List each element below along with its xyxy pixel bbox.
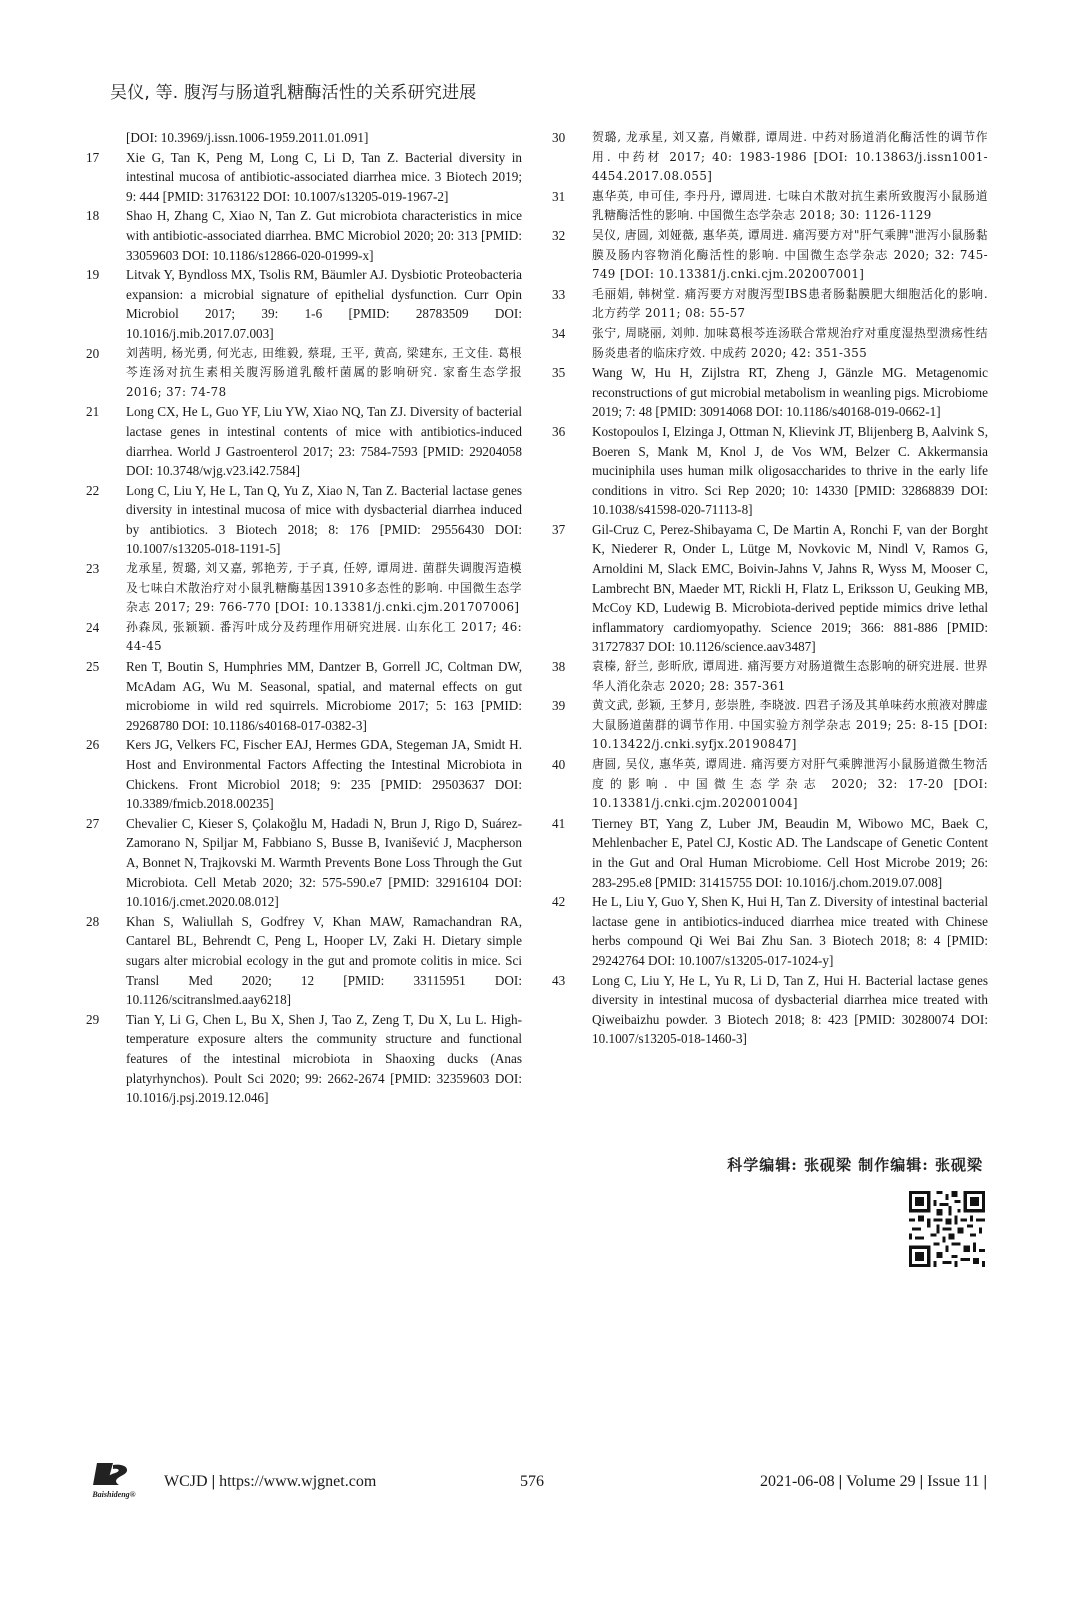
journal-url[interactable]: https://www.wjgnet.com	[219, 1473, 377, 1490]
reference-item	[548, 187, 988, 226]
reference-text: 张宁, 周晓丽, 刘帅. 加味葛根芩连汤联合常规治疗对重度湿热型溃疡性结肠炎患者的临床疗效. 中成药 2020; 42: 351-355	[592, 325, 988, 360]
page-number: 576	[520, 1473, 544, 1490]
reference-number: 29	[86, 1011, 100, 1027]
reference-text: Litvak Y, Byndloss MX, Tsolis RM, Bäumler AJ. Dysbiotic Proteobacteria expansion: a microbial signature of epithelial dysfunction. Curr Opin Microbiol 2017; 39: 1-6 [PMID: 28783509 DOI: 10.1016/j.mib.2017.07.003]	[126, 267, 522, 341]
reference-item	[82, 559, 522, 618]
reference-item	[82, 128, 522, 148]
reference-number: 32	[552, 227, 566, 243]
reference-item	[548, 892, 988, 970]
journal-abbrev: WCJD	[164, 1473, 208, 1490]
reference-item	[82, 265, 522, 343]
reference-item	[82, 1010, 522, 1108]
reference-item	[82, 344, 522, 403]
reference-text: 孙森凤, 张颖颖. 番泻叶成分及药理作用研究进展. 山东化工 2017; 46: 44-45	[126, 619, 522, 654]
issue: Issue 11	[927, 1473, 980, 1490]
reference-number: 41	[552, 815, 566, 831]
reference-number: 31	[552, 188, 566, 204]
reference-text: Xie G, Tan K, Peng M, Long C, Li D, Tan Z. Bacterial diversity in intestinal mucosa of antibiotic-associated diarrhea mice. 3 Biotech 2019; 9: 444 [PMID: 31763122 DOI: 10.1007/s13205-019-1967-2]	[126, 149, 522, 204]
reference-text: 惠华英, 申可佳, 李丹丹, 谭周进. 七味白术散对抗生素所致腹泻小鼠肠道乳糖酶活性的影响. 中国微生态学杂志 2018; 30: 1126-1129	[592, 188, 988, 223]
reference-text: Gil-Cruz C, Perez-Shibayama C, De Martin A, Ronchi F, van der Borght K, Niederer R, Onder L, Lütge M, Novkovic M, Nindl V, Ramos G, Arnoldini M, Slack EMC, Boivin-Jahns V, Jahns R, Wyss M, Mooser C, Lambrecht BN, Maeder MT, Rickli H, Flatz L, Eriksson U, Geuking MB, McCoy KD, Ludewig B. Microbiota-derived peptide mimics drive lethal inflammatory cardiomyopathy. Science 2019; 366: 881-886 [PMID: 31727837 DOI: 10.1126/science.aav3487]	[592, 521, 988, 655]
reference-item	[548, 285, 988, 324]
reference-item	[82, 735, 522, 813]
reference-number: 25	[86, 659, 100, 675]
reference-number: 18	[86, 208, 100, 224]
reference-number: 34	[552, 325, 566, 341]
reference-number: 28	[86, 913, 100, 929]
reference-item	[548, 128, 988, 187]
running-title: 吴仪, 等. 腹泻与肠道乳糖酶活性的关系研究进展	[110, 83, 477, 103]
footer-issue-info: 2021-06-08 | Volume 29 | Issue 11 |	[759, 1473, 987, 1490]
reference-item	[82, 814, 522, 912]
reference-number: 35	[552, 365, 566, 381]
reference-item	[548, 520, 988, 657]
reference-item	[82, 618, 522, 657]
reference-text: 毛丽娟, 韩树堂. 痛泻要方对腹泻型IBS患者肠黏膜肥大细胞活化的影响. 北方药学 2011; 08: 55-57	[592, 286, 988, 321]
reference-item	[82, 657, 522, 735]
reference-number: 21	[86, 404, 100, 420]
reference-text: Tierney BT, Yang Z, Luber JM, Beaudin M, Wibowo MC, Baek C, Mehlenbacher E, Patel CJ, Kostic AD. The Landscape of Genetic Content in the Gut and Oral Human Microbiome. Cell Host Microbe 2019; 26: 283-295.e8 [PMID: 31415755 DOI: 10.1016/j.chom.2019.07.008]	[592, 815, 988, 890]
reference-number: 37	[552, 521, 566, 537]
reference-number: 42	[552, 894, 566, 910]
reference-number: 33	[552, 286, 566, 302]
references-left-column	[82, 128, 522, 1108]
reference-number: 43	[552, 972, 566, 988]
editors-line: 科学编辑: 张砚梁 制作编辑: 张砚梁	[727, 1156, 983, 1174]
reference-item	[548, 755, 988, 814]
reference-number: 24	[86, 619, 100, 635]
reference-text: Ren T, Boutin S, Humphries MM, Dantzer B, Gorrell JC, Coltman DW, McAdam AG, Wu M. Seasonal, spatial, and maternal effects on gut microbiome in wild red squirrels. Microbiome 2017; 5: 163 [PMID: 29268780 DOI: 10.1186/s40168-017-0382-3]	[126, 659, 522, 733]
reference-number: 38	[552, 659, 566, 675]
reference-text: Tian Y, Li G, Chen L, Bu X, Shen J, Tao Z, Zeng T, Du X, Lu L. High-temperature exposure alters the community structure and functional features of the intestinal microbiota in Shaoxing ducks (Anas platyrhynchos). Poult Sci 2020; 99: 2662-2674 [PMID: 32359603 DOI: 10.1016/j.psj.2019.12.046]	[126, 1011, 522, 1106]
reference-number: 30	[552, 130, 566, 145]
reference-item	[548, 696, 988, 755]
reference-text: Long C, Liu Y, He L, Tan Q, Yu Z, Xiao N, Tan Z. Bacterial lactase genes diversity in intestinal mucosa of mice with dysbacterial diarrhea induced by antibiotics. 3 Biotech 2018; 8: 176 [PMID: 29556430 DOI: 10.1007/s13205-018-1191-5]	[126, 482, 522, 557]
reference-item	[548, 814, 988, 892]
reference-text: [DOI: 10.3969/j.issn.1006-1959.2011.01.091]	[126, 130, 369, 145]
reference-item	[548, 971, 988, 1049]
reference-text: 吴仪, 唐圆, 刘娅薇, 惠华英, 谭周进. 痛泻要方对"肝气乘脾"泄泻小鼠肠黏膜及肠内容物消化酶活性的影响. 中国微生态学杂志 2020; 32: 745-749 [DOI: 10.13381/j.cnki.cjm.202007001]	[592, 227, 988, 282]
references-right-column	[548, 128, 988, 1049]
reference-number: 40	[552, 757, 566, 772]
reference-text: 贺璐, 龙承星, 刘又嘉, 肖嫩群, 谭周进. 中药对肠道消化酶活性的调节作用. 中药材 2017; 40: 1983-1986 [DOI: 10.13863/j.issn1001-4454.2017.08.055]	[592, 130, 988, 184]
reference-item	[82, 912, 522, 1010]
reference-number: 39	[552, 698, 566, 714]
reference-text: 刘茜明, 杨光勇, 何光志, 田维毅, 蔡琨, 王平, 黄高, 梁建东, 王文佳. 葛根芩连汤对抗生素相关腹泻肠道乳酸杆菌属的影响研究. 家畜生态学报 2016; 37: 74-78	[126, 345, 522, 399]
reference-text: Chevalier C, Kieser S, Çolakoğlu M, Hadadi N, Brun J, Rigo D, Suárez-Zamorano N, Spiljar M, Fabbiano S, Busse B, Ivanišević J, Macpherson A, Bonnet N, Trajkovski M. Warmth Prevents Bone Loss Through the Gut Microbiota. Cell Metab 2020; 32: 575-590.e7 [PMID: 32916104 DOI: 10.1016/j.cmet.2020.08.012]	[126, 815, 522, 910]
reference-item	[548, 422, 988, 520]
reference-text: He L, Liu Y, Guo Y, Shen K, Hui H, Tan Z. Diversity of intestinal bacterial lactase gene in antibiotics-induced diarrhea mice treated with Chinese herbs compound Qi Wei Bai Zhu San. 3 Biotech 2018; 8: 4 [PMID: 29242764 DOI: 10.1007/s13205-017-1024-y]	[592, 894, 988, 968]
reference-item	[548, 324, 988, 363]
reference-text: 黄文武, 彭颖, 王梦月, 彭崇胜, 李晓波. 四君子汤及其单味药水煎液对脾虚大鼠肠道菌群的调节作用. 中国实验方剂学杂志 2019; 25: 8-15 [DOI: 10.13422/j.cnki.syfjx.20190847]	[592, 698, 988, 752]
reference-item	[82, 206, 522, 265]
reference-item	[82, 481, 522, 559]
reference-text: 唐圆, 吴仪, 惠华英, 谭周进. 痛泻要方对肝气乘脾泄泻小鼠肠道微生物活度的影响. 中国微生态学杂志 2020; 32: 17-20 [DOI: 10.13381/j.cnki.cjm.202001004]	[592, 757, 988, 811]
volume: Volume 29	[846, 1473, 916, 1490]
reference-text: 龙承星, 贺璐, 刘又嘉, 郭艳芳, 于子真, 任婷, 谭周进. 菌群失调腹泻造模及七味白术散治疗对小鼠乳糖酶基因13910多态性的影响. 中国微生态学杂志 2017; 29: 766-770 [DOI: 10.13381/j.cnki.cjm.201707006]	[126, 561, 522, 615]
reference-text: Khan S, Waliullah S, Godfrey V, Khan MAW, Ramachandran RA, Cantarel BL, Behrendt C, Peng L, Hooper LV, Zaki H. Dietary simple sugars alter microbial ecology in the gut and promote colitis in mice. Sci Transl Med 2020; 12 [PMID: 33115951 DOI: 10.1126/scitranslmed.aay6218]	[126, 913, 522, 1008]
reference-number: 22	[86, 482, 100, 498]
reference-item	[82, 402, 522, 480]
reference-number: 26	[86, 737, 100, 753]
reference-item	[82, 148, 522, 207]
reference-text: Long CX, He L, Guo YF, Liu YW, Xiao NQ, Tan ZJ. Diversity of bacterial lactase genes in intestinal contents of mice with antibiotics-induced diarrhea. World J Gastroenterol 2017; 23: 7584-7593 [PMID: 29204058 DOI: 10.3748/wjg.v23.i42.7584]	[126, 404, 522, 479]
footer-journal: WCJD | https://www.wjgnet.com	[164, 1473, 377, 1490]
reference-text: Shao H, Zhang C, Xiao N, Tan Z. Gut microbiota characteristics in mice with antibiotic-associated diarrhea. BMC Microbiol 2020; 20: 313 [PMID: 33059603 DOI: 10.1186/s12866-020-01999-x]	[126, 208, 522, 263]
reference-number: 23	[86, 561, 100, 577]
reference-item	[548, 363, 988, 422]
reference-text: Long C, Liu Y, He L, Yu R, Li D, Tan Z, Hui H. Bacterial lactase genes diversity in intestinal mucosa of dysbacterial diarrhea mice treated with Qiweibaizhu powder. 3 Biotech 2018; 8: 423 [PMID: 30280074 DOI: 10.1007/s13205-018-1460-3]	[592, 972, 988, 1047]
reference-text: Wang W, Hu H, Zijlstra RT, Zheng J, Gänzle MG. Metagenomic reconstructions of gut microbial metabolism in weanling pigs. Microbiome 2019; 7: 48 [PMID: 30914068 DOI: 10.1186/s40168-019-0662-1]	[592, 365, 988, 420]
reference-number: 27	[86, 815, 100, 831]
reference-item	[548, 657, 988, 696]
reference-text: Kostopoulos I, Elzinga J, Ottman N, Klievink JT, Blijenberg B, Aalvink S, Boeren S, Mank M, Knol J, de Vos WM, Belzer C. Akkermansia muciniphila uses human milk oligosaccharides to thrive in the early life conditions in vitro. Sci Rep 2020; 10: 14330 [PMID: 32868839 DOI: 10.1038/s41598-020-71113-8]	[592, 423, 988, 518]
reference-number: 36	[552, 423, 566, 439]
reference-text: 袁榛, 舒兰, 彭昕欣, 谭周进. 痛泻要方对肠道微生态影响的研究进展. 世界华人消化杂志 2020; 28: 357-361	[592, 659, 988, 693]
baishideng-logo	[83, 1459, 145, 1501]
reference-item	[548, 226, 988, 285]
publication-date: 2021-06-08	[759, 1473, 835, 1490]
reference-number: 20	[86, 345, 100, 361]
logo-text: Baishideng®	[92, 1490, 136, 1499]
reference-text: Kers JG, Velkers FC, Fischer EAJ, Hermes GDA, Stegeman JA, Smidt H. Host and Environmental Factors Affecting the Intestinal Microbiota in Chickens. Front Microbiol 2018; 9: 235 [PMID: 29503637 DOI: 10.3389/fmicb.2018.00235]	[126, 737, 522, 812]
reference-number: 17	[86, 149, 100, 165]
reference-number: 19	[86, 267, 100, 283]
qr-code-icon	[909, 1191, 985, 1267]
